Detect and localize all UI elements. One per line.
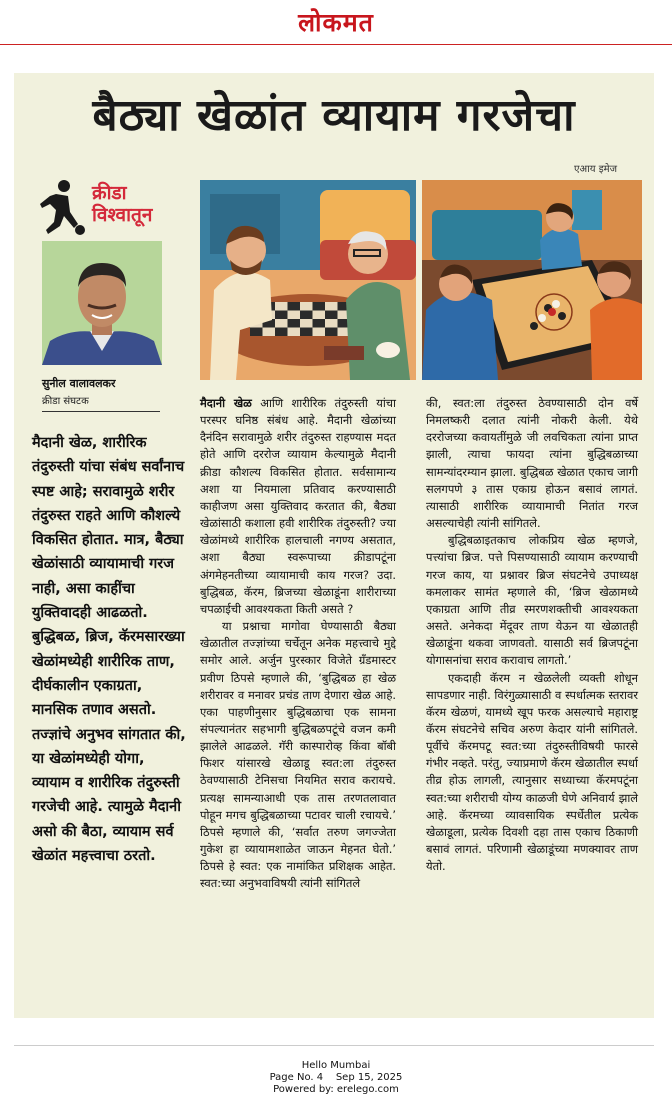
article-column-1 xyxy=(200,395,396,893)
chess-illustration xyxy=(200,180,416,380)
paragraph-5: एकदाही कॅरम न खेळलेली व्यक्ती शोधून सापडणार नाही. विरंगुळ्यासाठी व स्पर्धात्मक स्तरावर कॅरम खेळणं, यामध्ये खूप फरक असल्याचे महाराष्ट्र कॅरम संघटनेचे सचिव अरुण केदार यांनी सांगितले. पूर्वीचे कॅरमपटू स्वत:च्या तंदुरुस्तीविषयी फारसे गंभीर नव्हते. परंतु, ज्याप्रमाणे कॅरम खेळातील स्पर्धा तीव्र होऊ लागली, त्यानुसार सध्याच्या कॅरमपटूंना स्वत:च्या शरीराची योग्य काळजी घेणे अनिवार्य झाले आहे. कॅरमच्या व्यावसायिक स्पर्धेतील प्रत्येक खेळाडूला, प्रत्येक दिवशी दहा तास एकाच ठिकाणी बसावं लागतं. परिणामी खेळाडूंच्या मणक्यावर ताण येतो. xyxy=(426,670,638,874)
paragraph-3: की, स्वत:ला तंदुरुस्त ठेवण्यासाठी दोन वर्षे निमलष्करी दलात त्यांनी नोकरी केली. येथे दररोजच्या कवायतींमुळे जी लवचिकता त्यांना प्राप्त झाली, त्याचा फायदा त्यांना बुद्धिबळाच्या सामन्यांदरम्यान झाला. बुद्धिबळ खेळात एकाच जागी सलगपणे ३ तास एकाग्र होऊन बसावं लागतं. त्यासाठी शारीरिक व्यायामाची नितांत गरज असल्याचेही त्यांनी सांगितले. xyxy=(426,396,638,531)
footer-divider xyxy=(14,1045,654,1046)
column-tag-line2: विश्वातून xyxy=(92,204,153,226)
column-tag-line1: क्रीडा xyxy=(92,182,127,204)
article-column-2 xyxy=(426,395,638,875)
paragraph-4: बुद्धिबळाइतकाच लोकप्रिय खेळ म्हणजे, पत्त्यांचा ब्रिज. पत्ते पिसण्यासाठी व्यायाम करण्याची गरज काय, या प्रश्नावर ब्रिज संघटनेचे उपाध्यक्ष कमलाकर सामंत म्हणाले की, ‘ब्रिज खेळामध्ये एकाग्रता आणि तीव्र स्मरणशक्तीची आवश्यकता असते. अनेकदा मेंदूवर ताण येऊन या खेळातही खेळाडूंना थकवा जाणवतो. यासाठी सर्व ब्रिजपटूंना योगासनांचा सराव करावाच लागतो.’ xyxy=(426,533,638,668)
masthead xyxy=(0,0,672,45)
lead-words: मैदानी खेळ xyxy=(200,396,252,410)
image-credit: एआय इमेज xyxy=(574,164,618,175)
intro-text: मैदानी खेळ, शारीरिक तंदुरुस्ती यांचा संबंध सर्वांनाच स्पष्ट आहे; सरावामुळे शरीर तंदुरुस्त राहते आणि कौशल्ये विकसित होतात. मात्र, बैठ्या खेळांसाठी व्यायामाची गरज नाही, असा काहींचा युक्तिवादही आढळतो. बुद्धिबळ, ब्रिज, कॅरमसारख्या खेळांमध्येही शारीरिक ताण, दीर्घकालीन एकाग्रता, मानसिक तणाव असतो. तज्ज्ञांचे अनुभव सांगतात की, या खेळांमध्येही योगा, व्यायाम व शारीरिक तंदुरुस्ती गरजेची आहे. त्यामुळे मैदानी असो की बैठा, व्यायाम सर्व खेळांत महत्त्वाचा ठरतो. xyxy=(32,435,186,865)
paragraph-2: या प्रश्नाचा मागोवा घेण्यासाठी बैठ्या खेळातील तज्ज्ञांच्या चर्चेतून अनेक महत्त्वाचे मुद्दे समोर आले. अर्जुन पुरस्कार विजेते ग्रँडमास्टर प्रवीण ठिपसे म्हणाले की, ‘बुद्धिबळ हा खेळ शरीरावर व मनावर प्रचंड ताण देणारा खेळ आहे. एका पाहणीनुसार बुद्धिबळाचा एक सामना संपल्यानंतर सहभागी बुद्धिबळपटूंचे वजन कमी झालेले आढळले. गॅरी कास्पारोव्ह किंवा बॉबी फिशर यांसारखे खेळाडू स्वत:ला तंदुरुस्त ठेवण्यासाठी टेनिसचा नियमित सराव करायचे. प्रत्यक्ष सामन्याआधी एक तास तरणतलावात पोहून मगच बुद्धिबळाच्या पटावर चाली रचायचे.’ ठिपसे म्हणाले की, ‘सर्वात तरुण जगज्जेता गुकेश हा व्यायामशाळेत जाऊन मेहनत घेतो.’ ठिपसे हे स्वत: एक नामांकित प्रशिक्षक आहेत. स्वत:च्या अनुभवाविषयी त्यांनी सांगितले xyxy=(200,619,396,891)
sports-player-icon xyxy=(34,178,88,236)
paragraph-1: आणि शारीरिक तंदुरुस्ती यांचा परस्पर घनिष्ठ संबंध आहे. मैदानी खेळांच्या दैनंदिन सरावामुळे शरीर तंदुरुस्त राहण्यास मदत होते आणि दररोज व्यायाम केल्यामुळे मैदानी क्रीडा कौशल्य विकसित होतात. सर्वसामान्य अशा या नियमाला प्रतिवाद करण्यासाठी काहीजण असा युक्तिवाद करतात की, बैठ्या खेळांसाठी कशाला हवी शारीरिक तंदुरुस्ती? ज्या खेळांमध्ये शारीरिक हालचाली नगण्य असतात, अशा बैठ्या स्वरूपाच्या क्रीडापटूंना अंगमेहनतीच्या व्यायामाची काय गरज? उदा. बुद्धिबळ, कॅरम, ब्रिजच्या खेळाडूंना शारीराच्या चपळाईची आवश्यकता किती असते ? xyxy=(200,396,396,616)
column-tag xyxy=(34,178,184,238)
author-photo xyxy=(42,241,162,365)
footer-powered-by[interactable]: Powered by: erelego.com xyxy=(273,1084,399,1095)
footer xyxy=(0,1060,672,1096)
headline: बैठ्या खेळांत व्यायाम गरजेचा xyxy=(92,90,576,141)
carrom-illustration xyxy=(422,180,642,380)
newspaper-logo[interactable]: लोकमत xyxy=(298,8,374,37)
divider xyxy=(42,411,160,412)
author-name: सुनील वालावलकर xyxy=(42,377,116,390)
footer-edition: Hello Mumbai xyxy=(301,1060,371,1071)
author-role: क्रीडा संघटक xyxy=(42,396,89,407)
footer-page-date: Page No. 4 Sep 15, 2025 xyxy=(269,1072,403,1083)
article-panel xyxy=(14,73,654,1018)
